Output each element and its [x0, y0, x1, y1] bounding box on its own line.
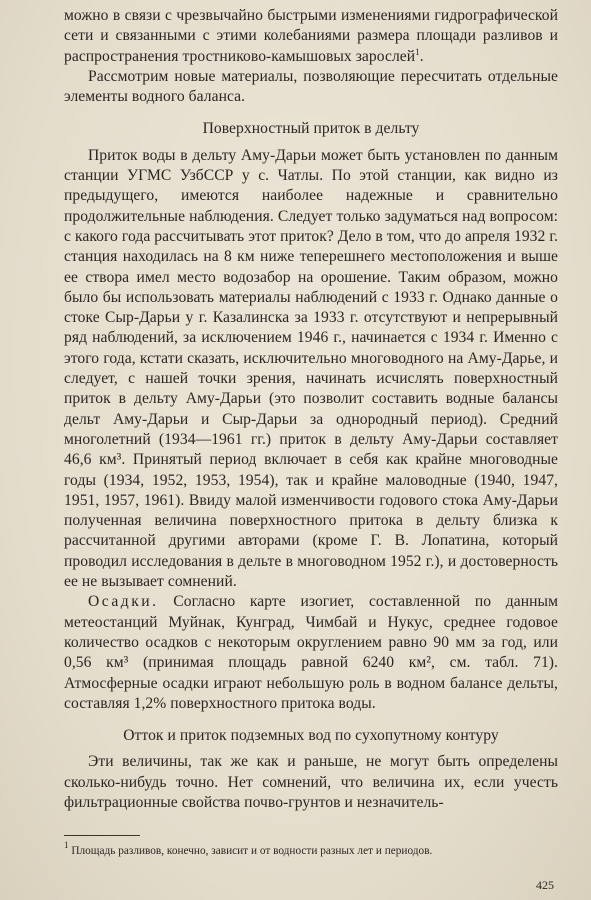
paragraph-precipitation — [64, 592, 558, 714]
page-number: 425 — [536, 878, 554, 892]
paragraph-intro-end: . — [419, 47, 424, 65]
precipitation-text: Согласно карте изогиет, составленной по данным метеостанций Муйнак, Кунград, Чимбай и Нукус, среднее годовое количество осадков с некоторым округлением равно 90 мм за год, или 0,56 км³ (принимая площадь равной 6240 км², см. табл. 71). Атмосферные осадки играют небольшую роль в водном балансе дельты, составляя 1,2% поверхностного притока воды. — [64, 593, 559, 712]
footnote-divider — [64, 835, 140, 836]
footnote — [64, 840, 558, 859]
paragraph-intro-text: можно в связи с чрезвычайно быстрыми изменениями гидрографической сети и связанными с этими колебаниями размера площади разливов и распространения тростниково-камышовых зарослей — [64, 7, 558, 65]
footnote-marker: 1 — [64, 840, 69, 850]
footnote-ref: 1 — [415, 46, 420, 57]
precipitation-label: Осадки. — [88, 593, 159, 611]
section-heading-groundwater: Отток и приток подземных вод по сухопутному контуру — [123, 727, 499, 745]
paragraph-intro — [64, 6, 558, 67]
paragraph-groundwater: Эти величины, так же как и раньше, не могут быть определены сколько-нибудь точно. Нет сомнений, что величина их, если учесть фильтрационные свойства почво-грунтов и незначитель- — [64, 753, 558, 811]
section-heading-surface-inflow: Поверхностный приток в дельту — [202, 120, 420, 138]
footnote-text: Площадь разливов, конечно, зависит и от водности разных лет и периодов. — [71, 845, 433, 857]
paragraph-materials: Рассмотрим новые материалы, позволяющие пересчитать отдельные элементы водного баланса. — [64, 67, 558, 106]
paragraph-surface-inflow: Приток воды в дельту Аму-Дарьи может быть установлен по данным станции УГМС УзбССР у с. Чатлы. По этой станции, как видно из предыдущего, имеются наиболее надежные и сравнительно продолжительные наблюдения. Следует только задуматься над вопросом: с какого года рассчитывать этот приток? Дело в том, что до апреля 1932 г. станция находилась на 8 км ниже теперешнего местоположения и выше ее створа имел место водозабор на орошение. Таким образом, можно было бы использовать материалы наблюдений с 1933 г. Однако данные о стоке Сыр-Дарьи у г. Казалинска за 1933 г. отсутствуют и непрерывный ряд наблюдений, за исключением 1946 г., начинается с 1934 г. Именно с этого года, кстати сказать, исключительно многоводного на Аму-Дарье, и следует, с нашей точки зрения, начинать исчислять поверхностный приток в дельту Аму-Дарьи (это позволит составить водные балансы дельт Аму-Дарьи и Сыр-Дарьи за однородный период). Средний многолетний (1934—1961 гг.) приток в дельту Аму-Дарьи составляет 46,6 км³. Принятый период включает в себя как крайне многоводные годы (1934, 1952, 1953, 1954), так и крайне маловодные (1940, 1947, 1951, 1957, 1961). Ввиду малой изменчивости годового стока Аму-Дарьи полученная величина поверхностного притока в дельту близка к рассчитанной другими авторами (кроме Г. В. Лопатина, который проводил исследования в дельте в многоводном 1952 г.), и достоверность ее не вызывает сомнений. — [64, 146, 558, 591]
main-text — [64, 6, 558, 813]
